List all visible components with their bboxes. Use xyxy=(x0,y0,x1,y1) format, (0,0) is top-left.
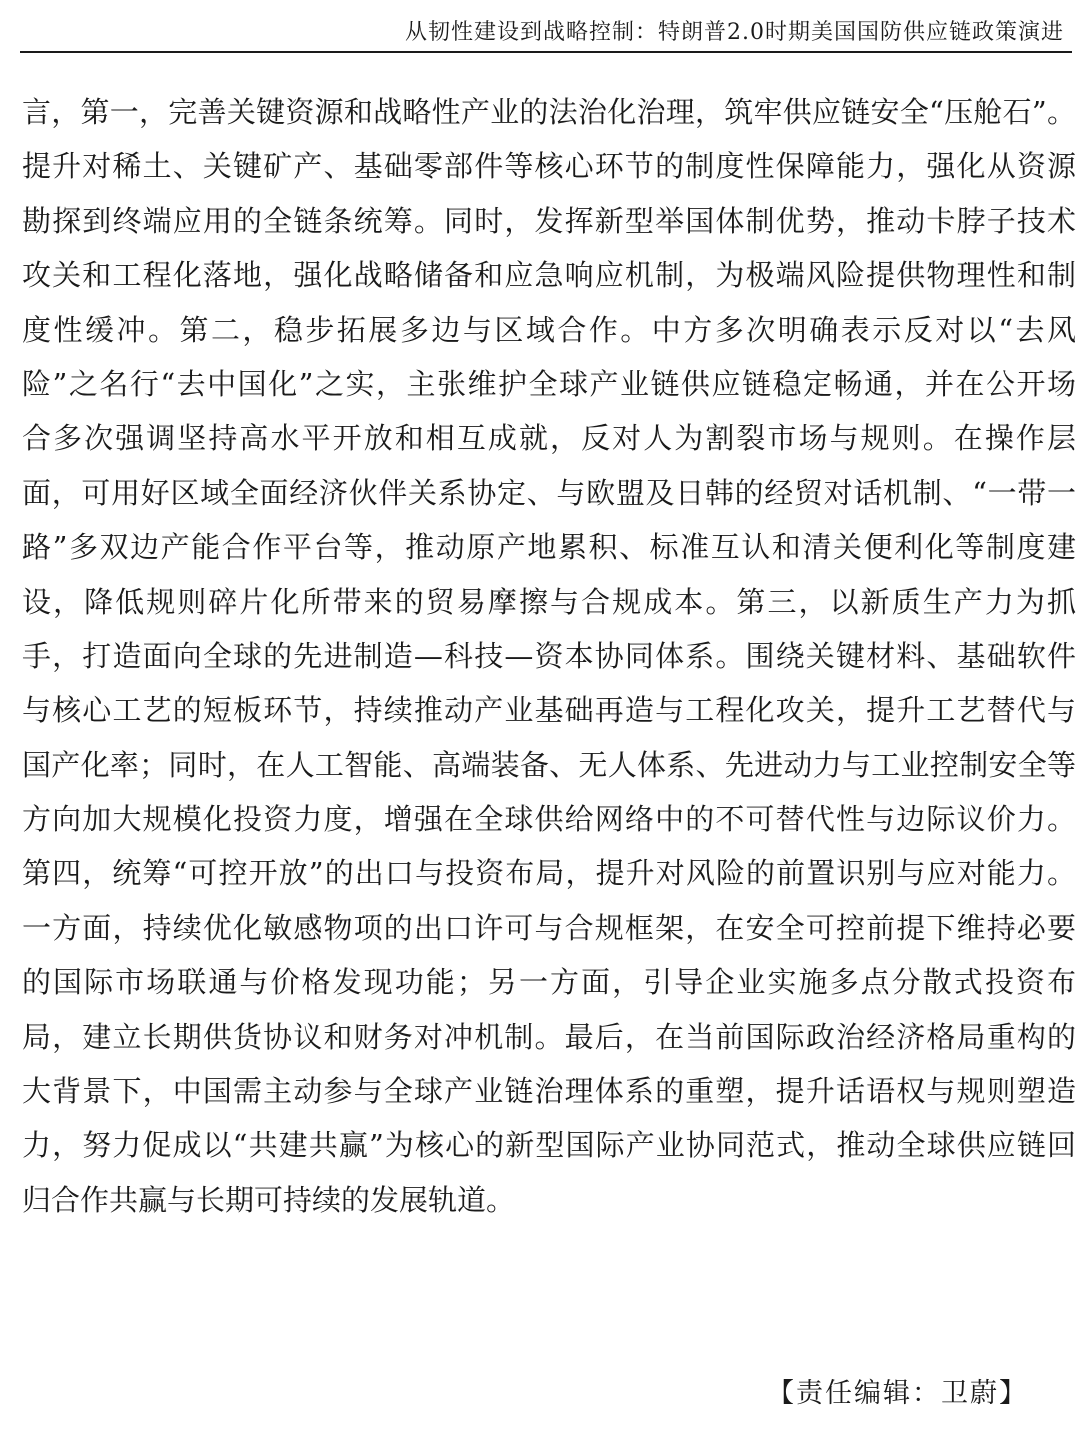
body-line: 国产化率；同时，在人工智能、高端装备、无人体系、先进动力与工业控制安全等 xyxy=(22,747,1076,782)
body-line: 险”之名行“去中国化”之实，主张维护全球产业链供应链稳定畅通，并在公开场 xyxy=(22,366,1076,401)
body-line: 手，打造面向全球的先进制造—科技—资本协同体系。围绕关键材料、基础软件 xyxy=(22,638,1076,673)
body-line: 合多次强调坚持高水平开放和相互成就，反对人为割裂市场与规则。在操作层 xyxy=(22,421,1076,456)
body-line: 与核心工艺的短板环节，持续推动产业基础再造与工程化攻关，提升工艺替代与 xyxy=(22,693,1076,728)
body-line: 方向加大规模化投资力度，增强在全球供给网络中的不可替代性与边际议价力。 xyxy=(22,802,1076,837)
body-line: 面，可用好区域全面经济伙伴关系协定、与欧盟及日韩的经贸对话机制、“一带一 xyxy=(22,475,1076,510)
body-line: 归合作共赢与长期可持续的发展轨道。 xyxy=(22,1182,516,1217)
body-line: 一方面，持续优化敏感物项的出口许可与合规框架，在安全可控前提下维持必要 xyxy=(22,910,1076,945)
body-line: 第四，统筹“可控开放”的出口与投资布局，提升对风险的前置识别与应对能力。 xyxy=(22,856,1076,891)
body-line: 大背景下，中国需主动参与全球产业链治理体系的重塑，提升话语权与规则塑造 xyxy=(22,1074,1076,1109)
body-line: 言，第一，完善关键资源和战略性产业的法治化治理，筑牢供应链安全“压舱石”。 xyxy=(22,95,1076,129)
article-body xyxy=(22,85,1076,1227)
body-line: 路”多双边产能合作平台等，推动原产地累积、标准互认和清关便利化等制度建 xyxy=(22,530,1076,565)
body-line: 设，降低规则碎片化所带来的贸易摩擦与合规成本。第三，以新质生产力为抓 xyxy=(22,584,1076,619)
body-line: 勘探到终端应用的全链条统筹。同时，发挥新型举国体制优势，推动卡脖子技术 xyxy=(22,203,1076,238)
body-line: 度性缓冲。第二，稳步拓展多边与区域合作。中方多次明确表示反对以“去风 xyxy=(22,312,1076,347)
body-line: 局，建立长期供货协议和财务对冲机制。最后，在当前国际政治经济格局重构的 xyxy=(22,1019,1076,1054)
header-divider xyxy=(20,51,1072,53)
body-line: 力，努力促成以“共建共赢”为核心的新型国际产业协同范式，推动全球供应链回 xyxy=(22,1128,1076,1163)
body-line: 提升对稀土、关键矿产、基础零部件等核心环节的制度性保障能力，强化从资源 xyxy=(22,149,1076,184)
body-line: 的国际市场联通与价格发现功能；另一方面，引导企业实施多点分散式投资布 xyxy=(22,965,1076,1000)
editor-credit: 【责任编辑：卫蔚】 xyxy=(767,1378,1028,1409)
body-line: 攻关和工程化落地，强化战略储备和应急响应机制，为极端风险提供物理性和制 xyxy=(22,258,1076,293)
running-header-title: 从韧性建设到战略控制：特朗普2.0时期美国国防供应链政策演进 xyxy=(405,20,1064,45)
